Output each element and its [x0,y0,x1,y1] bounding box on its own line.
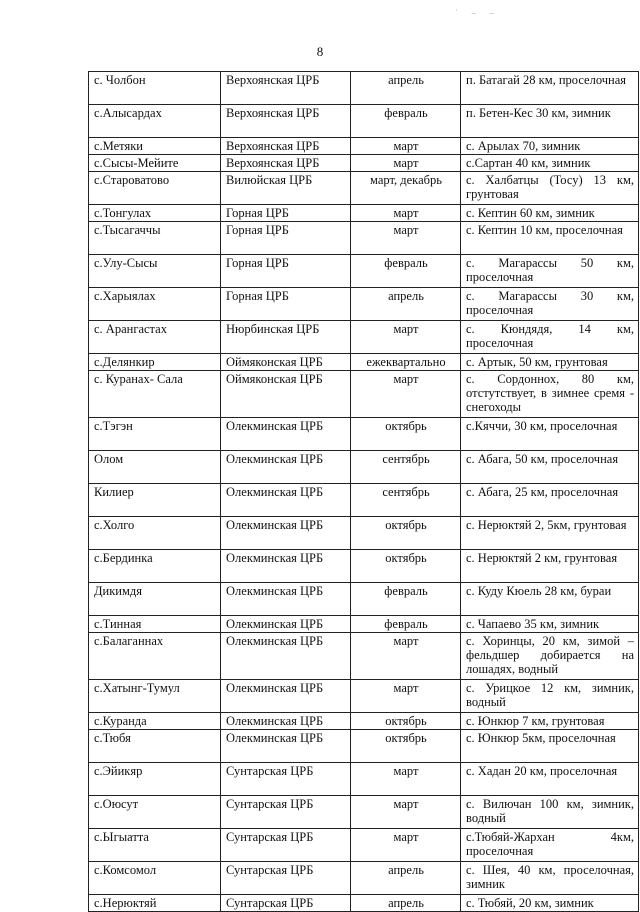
scan-mark: · _ _ [455,6,500,15]
month-cell: октябрь [351,517,461,550]
hospital-cell: Олекминская ЦРБ [221,713,351,730]
hospital-cell: Верхоянская ЦРБ [221,155,351,172]
table-row [89,138,639,155]
month-cell: апрель [351,72,461,105]
route-cell: с.Сартан 40 км, зимник [461,155,639,172]
hospital-cell: Горная ЦРБ [221,288,351,321]
table-row [89,371,639,418]
settlement-cell: с.Тонгулах [89,205,221,222]
settlement-cell: с.Тюбя [89,730,221,763]
settlement-cell: с.Оюсут [89,796,221,829]
route-cell: с. Шея, 40 км, проселочная, зимник [461,862,639,895]
settlement-cell: Дикимдя [89,583,221,616]
table-row [89,172,639,205]
settlement-cell: с.Тысагаччы [89,222,221,255]
month-cell: октябрь [351,418,461,451]
month-cell: март [351,763,461,796]
settlement-cell: с. Чолбон [89,72,221,105]
settlement-cell: с.Сысы-Мейите [89,155,221,172]
route-cell: с. Юнкюр 5км, проселочная [461,730,639,763]
table-row [89,155,639,172]
table-row [89,550,639,583]
route-cell: с. Урицкое 12 км, зимник, водный [461,680,639,713]
table-row [89,796,639,829]
route-cell: с. Нерюктяй 2 км, грунтовая [461,550,639,583]
month-cell: февраль [351,255,461,288]
settlements-table-body [89,72,639,912]
table-row [89,517,639,550]
hospital-cell: Верхоянская ЦРБ [221,72,351,105]
route-cell: с. Сордоннох, 80 км, отстутствует, в зимнее сремя - снегоходы [461,371,639,418]
month-cell: март [351,205,461,222]
hospital-cell: Нюрбинская ЦРБ [221,321,351,354]
hospital-cell: Верхоянская ЦРБ [221,105,351,138]
settlements-table [88,71,639,912]
route-cell: с. Магарассы 50 км, проселочная [461,255,639,288]
settlement-cell: с.Тинная [89,616,221,633]
settlement-cell: с.Эйикяр [89,763,221,796]
month-cell: ежеквартально [351,354,461,371]
hospital-cell: Олекминская ЦРБ [221,418,351,451]
table-row [89,205,639,222]
route-cell: с. Нерюктяй 2, 5км, грунтовая [461,517,639,550]
settlement-cell: Килиер [89,484,221,517]
route-cell: с. Кептин 10 км, проселочная [461,222,639,255]
settlement-cell: с.Нерюктяй [89,895,221,912]
hospital-cell: Сунтарская ЦРБ [221,796,351,829]
hospital-cell: Горная ЦРБ [221,255,351,288]
table-row [89,829,639,862]
settlement-cell: с.Ыгыатта [89,829,221,862]
month-cell: апрель [351,895,461,912]
month-cell: март [351,222,461,255]
route-cell: с. Кюндядя, 14 км, проселочная [461,321,639,354]
table-row [89,680,639,713]
route-cell: с. Хоринцы, 20 км, зимой – фельдшер добирается на лошадях, водный [461,633,639,680]
month-cell: март, декабрь [351,172,461,205]
table-row [89,713,639,730]
table-row [89,255,639,288]
month-cell: сентябрь [351,484,461,517]
table-row [89,895,639,912]
table-row [89,72,639,105]
settlement-cell: с.Староватово [89,172,221,205]
hospital-cell: Сунтарская ЦРБ [221,829,351,862]
table-row [89,583,639,616]
month-cell: апрель [351,288,461,321]
route-cell: с. Халбатцы (Тосу) 13 км, грунтовая [461,172,639,205]
settlement-cell: с.Харыялах [89,288,221,321]
month-cell: февраль [351,105,461,138]
settlement-cell: с.Улу-Сысы [89,255,221,288]
route-cell: п. Бетен-Кес 30 км, зимник [461,105,639,138]
route-cell: с. Кептин 60 км, зимник [461,205,639,222]
month-cell: февраль [351,583,461,616]
hospital-cell: Олекминская ЦРБ [221,451,351,484]
hospital-cell: Олекминская ЦРБ [221,680,351,713]
route-cell: с. Куду Кюель 28 км, бураи [461,583,639,616]
table-row [89,484,639,517]
hospital-cell: Верхоянская ЦРБ [221,138,351,155]
settlement-cell: Олом [89,451,221,484]
settlement-cell: с.Бердинка [89,550,221,583]
table-row [89,730,639,763]
route-cell: с. Магарассы 30 км, проселочная [461,288,639,321]
table-row [89,763,639,796]
page-number: 8 [316,44,324,59]
hospital-cell: Горная ЦРБ [221,205,351,222]
settlement-cell: с.Холго [89,517,221,550]
settlement-cell: с.Куранда [89,713,221,730]
route-cell: с. Артык, 50 км, грунтовая [461,354,639,371]
route-cell: п. Батагай 28 км, проселочная [461,72,639,105]
route-cell: с. Абага, 25 км, проселочная [461,484,639,517]
hospital-cell: Олекминская ЦРБ [221,550,351,583]
settlement-cell: с.Тэгэн [89,418,221,451]
month-cell: март [351,321,461,354]
hospital-cell: Вилюйская ЦРБ [221,172,351,205]
month-cell: март [351,796,461,829]
month-cell: март [351,371,461,418]
table-row [89,321,639,354]
hospital-cell: Олекминская ЦРБ [221,517,351,550]
table-row [89,418,639,451]
route-cell: с. Чапаево 35 км, зимник [461,616,639,633]
month-cell: апрель [351,862,461,895]
month-cell: октябрь [351,713,461,730]
month-cell: февраль [351,616,461,633]
settlement-cell: с.Метяки [89,138,221,155]
route-cell: с. Арылах 70, зимник [461,138,639,155]
table-row [89,105,639,138]
month-cell: март [351,829,461,862]
hospital-cell: Олекминская ЦРБ [221,633,351,680]
route-cell: с.Кяччи, 30 км, проселочная [461,418,639,451]
month-cell: март [351,138,461,155]
month-cell: октябрь [351,550,461,583]
table-row [89,354,639,371]
settlement-cell: с.Комсомол [89,862,221,895]
settlement-cell: с.Балаганнах [89,633,221,680]
route-cell: с. Юнкюр 7 км, грунтовая [461,713,639,730]
hospital-cell: Олекминская ЦРБ [221,616,351,633]
route-cell: с.Тюбяй-Жархан 4км, проселочная [461,829,639,862]
hospital-cell: Оймяконская ЦРБ [221,354,351,371]
hospital-cell: Сунтарская ЦРБ [221,763,351,796]
route-cell: с. Вилючан 100 км, зимник, водный [461,796,639,829]
hospital-cell: Сунтарская ЦРБ [221,895,351,912]
hospital-cell: Олекминская ЦРБ [221,484,351,517]
table-row [89,633,639,680]
table-row [89,451,639,484]
route-cell: с. Хадан 20 км, проселочная [461,763,639,796]
route-cell: с. Тюбяй, 20 км, зимник [461,895,639,912]
month-cell: март [351,155,461,172]
hospital-cell: Олекминская ЦРБ [221,583,351,616]
hospital-cell: Горная ЦРБ [221,222,351,255]
settlement-cell: с.Делянкир [89,354,221,371]
hospital-cell: Олекминская ЦРБ [221,730,351,763]
hospital-cell: Оймяконская ЦРБ [221,371,351,418]
settlement-cell: с.Алысардах [89,105,221,138]
settlement-cell: с. Арангастах [89,321,221,354]
table-row [89,222,639,255]
month-cell: март [351,680,461,713]
settlement-cell: с. Куранах- Сала [89,371,221,418]
hospital-cell: Сунтарская ЦРБ [221,862,351,895]
route-cell: с. Абага, 50 км, проселочная [461,451,639,484]
month-cell: сентябрь [351,451,461,484]
table-row [89,288,639,321]
table-row [89,862,639,895]
month-cell: март [351,633,461,680]
settlement-cell: с.Хатынг-Тумул [89,680,221,713]
month-cell: октябрь [351,730,461,763]
table-row [89,616,639,633]
